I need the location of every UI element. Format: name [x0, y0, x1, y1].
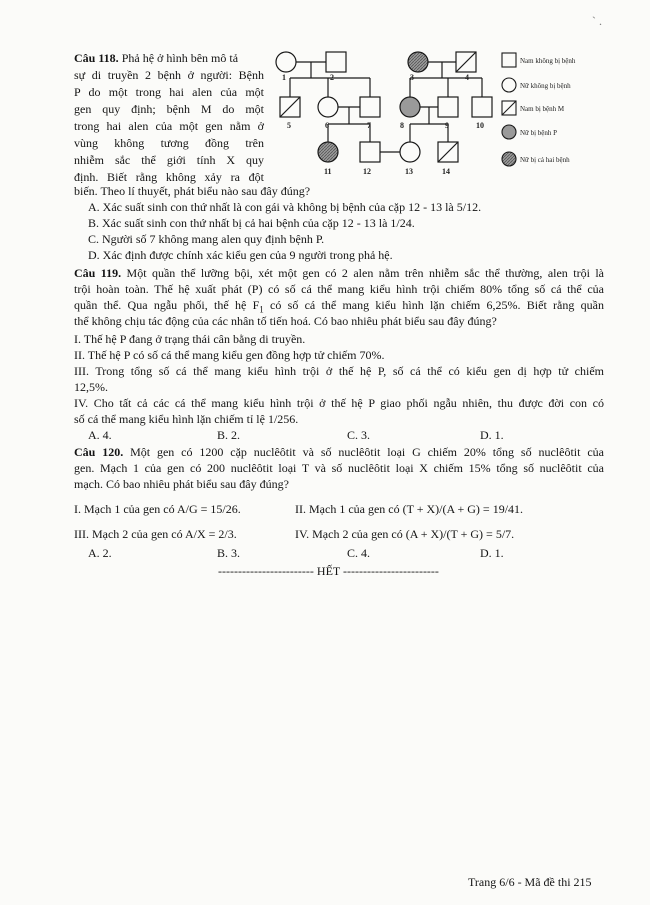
person-number: 8: [400, 121, 404, 130]
person-number: 7: [367, 121, 371, 130]
q118-line-2: sự di truyền 2 bệnh ở người: Bệnh: [74, 68, 264, 82]
legend-label: Nữ bị cả hai bệnh: [520, 156, 570, 164]
q120-option-a: A. 2.: [88, 546, 112, 560]
q119-label: Câu 119.: [74, 266, 122, 280]
person-8: [400, 97, 420, 117]
q118-option-b: B. Xác suất sinh con thứ nhất bị cả hai bệnh của cặp 12 - 13 là 1/24.: [88, 216, 415, 230]
person-number: 9: [445, 121, 449, 130]
q119-line-4: thể không chịu tác động của các nhân tố tiến hoá. Có bao nhiêu phát biểu sau đây đúng?: [74, 314, 497, 328]
q119-text: quần thể. Qua ngẫu phối, thế hệ F: [74, 298, 260, 312]
person-number: 14: [442, 167, 450, 176]
q120-line-3: mạch. Có bao nhiêu phát biểu sau đây đúng?: [74, 477, 289, 491]
pedigree-legend: [502, 53, 516, 166]
q119-statement-3-cont: 12,5%.: [74, 380, 108, 394]
person-13: [400, 142, 420, 162]
legend-female-both-icon: [502, 152, 516, 166]
q120-option-d: D. 1.: [480, 546, 504, 560]
person-number: 6: [325, 121, 329, 130]
q119-text: Một quần thể lưỡng bội, xét một gen có 2 alen nằm trên nhiễm sắc thể thường, alen trội là: [126, 266, 604, 280]
q120-line-1: [74, 445, 604, 460]
q120-label: Câu 120.: [74, 445, 124, 459]
scan-mark: ` .: [592, 14, 602, 28]
q120-statement-4: IV. Mạch 2 của gen có (A + X)/(T + G) = 5/7.: [295, 527, 515, 541]
person-11: [318, 142, 338, 162]
subscript: 1: [259, 304, 264, 315]
q119-statement-4: IV. Cho tất cả các cá thể mang kiểu hình trội ở thế hệ P giao phối ngẫu nhiên, thu được đời con có: [74, 396, 604, 410]
q119-option-a: A. 4.: [88, 428, 112, 442]
q119-option-c: C. 3.: [347, 428, 371, 442]
person-3: [408, 52, 428, 72]
q118-line-9: biến. Theo lí thuyết, phát biểu nào sau đây đúng?: [74, 184, 311, 198]
pedigree-chart: [270, 40, 600, 190]
person-2: [326, 52, 346, 72]
q118-line-3: P do một trong hai alen của một: [74, 85, 264, 99]
person-10: [472, 97, 492, 117]
person-number: 10: [476, 121, 484, 130]
q118-option-a: A. Xác suất sinh con thứ nhất là con gái và không bị bệnh của cặp 12 - 13 là 5/12.: [88, 200, 482, 214]
legend-male-healthy-icon: [502, 53, 516, 67]
person-number: 4: [465, 73, 469, 82]
legend-label: Nam bị bệnh M: [520, 105, 565, 113]
q120-option-b: B. 3.: [217, 546, 241, 560]
legend-female-healthy-icon: [502, 78, 516, 92]
person-number: 12: [363, 167, 371, 176]
person-number: 5: [287, 121, 291, 130]
legend-label: Nữ bị bệnh P: [520, 129, 558, 137]
q119-statement-2: II. Thế hệ P có số cá thể mang kiểu gen đồng hợp tử chiếm 70%.: [74, 348, 385, 362]
person-number: 13: [405, 167, 413, 176]
q120-text: Một gen có 1200 cặp nuclêôtit và số nuclêôtit loại G chiếm 20% tổng số nuclêôtit của: [130, 445, 604, 459]
q118-option-d: D. Xác định được chính xác kiểu gen của 9 người trong phả hệ.: [88, 248, 393, 262]
person-1: [276, 52, 296, 72]
q118-line-6: vùng không tương đồng trên: [74, 136, 264, 150]
q120-statement-2: II. Mạch 1 của gen có (T + X)/(A + G) = 19/41.: [295, 502, 524, 516]
q119-option-b: B. 2.: [217, 428, 241, 442]
q118-line-8: định. Biết rằng không xảy ra đột: [74, 170, 264, 184]
person-number: 3: [410, 73, 414, 82]
person-number: 1: [282, 73, 286, 82]
q119-statement-4-cont: số cá thể mang kiểu hình lặn chiếm tỉ lệ 1/256.: [74, 412, 299, 426]
q119-line-1: [74, 266, 604, 281]
person-6: [318, 97, 338, 117]
page-footer: Trang 6/6 - Mã đề thi 215: [468, 875, 592, 889]
q120-option-c: C. 4.: [347, 546, 371, 560]
q119-line-2: trội hoàn toàn. Thế hệ xuất phát (P) có số cá thể mang kiểu hình trội chiếm 80% tổng số cá thể của: [74, 282, 604, 296]
q118-line-7: nhiễm sắc thể giới tính X quy: [74, 153, 264, 167]
legend-female-p-icon: [502, 125, 516, 139]
q118-line-1: [74, 51, 264, 66]
person-number: 2: [330, 73, 334, 82]
q118-option-c: C. Người số 7 không mang alen quy định bệnh P.: [88, 232, 325, 246]
q119-text: có số cá thể mang kiểu hình lặn chiếm 6,25%. Biết rằng quần: [270, 298, 604, 312]
q118-text: Phả hệ ở hình bên mô tả: [121, 51, 239, 65]
person-12: [360, 142, 380, 162]
q118-label: Câu 118.: [74, 51, 119, 65]
person-number: 11: [324, 167, 332, 176]
q119-statement-1: I. Thế hệ P đang ở trạng thái cân bằng di truyền.: [74, 332, 306, 346]
q120-line-2: gen. Mạch 1 của gen có 200 nuclêôtit loại T và số nuclêôtit loại X chiếm 15% tổng số nuclêôtit của: [74, 461, 604, 475]
person-7: [360, 97, 380, 117]
q118-line-4: gen quy định; bệnh M do một: [74, 102, 264, 116]
q118-line-5: trong hai alen của một gen nằm ở: [74, 119, 264, 133]
q120-statement-3: III. Mạch 2 của gen có A/X = 2/3.: [74, 527, 237, 541]
person-9: [438, 97, 458, 117]
q119-option-d: D. 1.: [480, 428, 504, 442]
q119-statement-3: III. Trong tổng số cá thể mang kiểu hình trội ở thế hệ P, số cá thể có kiểu gen dị hợp tử chiếm: [74, 364, 604, 378]
legend-label: Nữ không bị bệnh: [520, 82, 571, 90]
end-marker: ------------------------ HẾT ------------------------: [218, 564, 439, 578]
q120-statement-1: I. Mạch 1 của gen có A/G = 15/26.: [74, 502, 241, 516]
legend-label: Nam không bị bệnh: [520, 57, 576, 65]
